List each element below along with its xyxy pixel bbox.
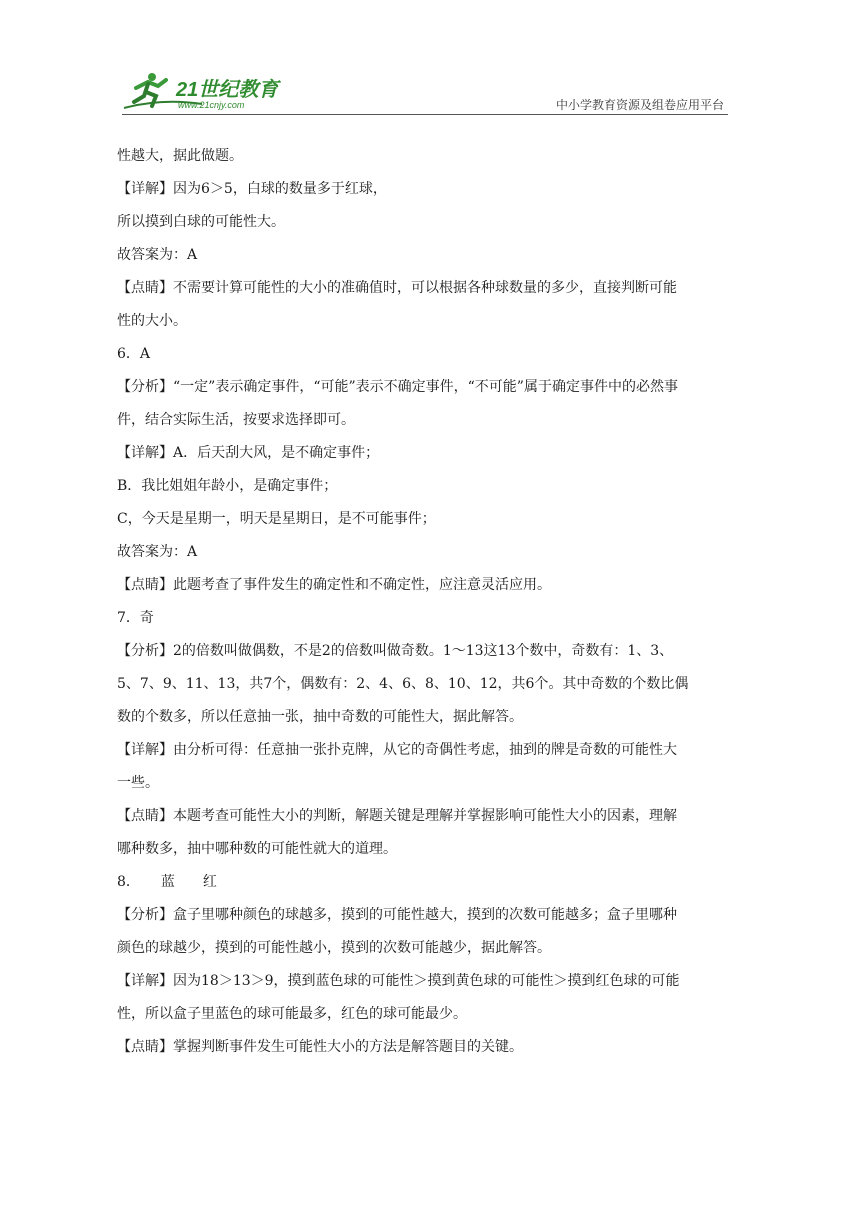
logo-graphic (122, 68, 297, 112)
text-line: 一些。 (117, 775, 159, 791)
svg-text:www.21cnjy.com: www.21cnjy.com (178, 100, 245, 110)
platform-title: 中小学教育资源及组卷应用平台 (555, 98, 724, 112)
text-line: 颜色的球越少，摸到的可能性越小，摸到的次数可能越少，据此解答。 (117, 940, 551, 956)
text-line: 【详解】A．后天刮大风，是不确定事件； (117, 445, 380, 461)
header-divider (122, 114, 728, 115)
text-line: 性的大小。 (117, 313, 187, 329)
question-number: 6．A (117, 346, 151, 362)
text-line: C，今天是星期一，明天是星期日，是不可能事件； (117, 511, 436, 527)
text-line: 所以摸到白球的可能性大。 (117, 214, 285, 230)
text-line: 【分析】“一定”表示确定事件，“可能”表示不确定事件，“不可能”属于确定事件中的必然事 (117, 379, 678, 395)
text-line: 【点睛】此题考查了事件发生的确定性和不确定性，应注意灵活应用。 (117, 577, 551, 593)
answer-content (117, 140, 737, 1064)
question-number: 7．奇 (117, 610, 154, 626)
page-header (122, 62, 728, 116)
text-line: 数的个数多，所以任意抽一张，抽中奇数的可能性大，据此解答。 (117, 709, 523, 725)
text-line: 【详解】由分析可得：任意抽一张扑克牌，从它的奇偶性考虑，抽到的牌是奇数的可能性大 (117, 742, 677, 758)
text-line: 故答案为：A (117, 544, 198, 560)
text-line: 【详解】因为6＞5，白球的数量多于红球， (117, 181, 387, 197)
text-line: 【分析】2的倍数叫做偶数，不是2的倍数叫做奇数。1～13这13个数中，奇数有：1、3、 (117, 643, 674, 659)
text-line: 【详解】因为18＞13＞9，摸到蓝色球的可能性＞摸到黄色球的可能性＞摸到红色球的可能 (117, 973, 680, 989)
text-line: 【分析】盒子里哪种颜色的球越多，摸到的可能性越大，摸到的次数可能越多；盒子里哪种 (117, 907, 677, 923)
text-line: 性越大，据此做题。 (117, 148, 243, 164)
text-line: 哪种数多，抽中哪种数的可能性就大的道理。 (117, 841, 397, 857)
text-line: 【点睛】掌握判断事件发生可能性大小的方法是解答题目的关键。 (117, 1039, 523, 1055)
text-line: B．我比姐姐年龄小，是确定事件； (117, 478, 338, 494)
text-line: 5、7、9、11、13，共7个，偶数有：2、4、6、8、10、12，共6个。其中奇数的个数比偶 (117, 676, 689, 692)
text-line: 件，结合实际生活，按要求选择即可。 (117, 412, 355, 428)
text-line: 性，所以盒子里蓝色的球可能最多，红色的球可能最少。 (117, 1006, 467, 1022)
text-line: 【点睛】本题考查可能性大小的判断，解题关键是理解并掌握影响可能性大小的因素，理解 (117, 808, 677, 824)
question-number: 8． 蓝 红 (117, 874, 217, 890)
svg-text:21世纪教育: 21世纪教育 (176, 79, 279, 101)
text-line: 【点睛】不需要计算可能性的大小的准确值时，可以根据各种球数量的多少，直接判断可能 (117, 280, 677, 296)
logo (122, 68, 297, 112)
text-line: 故答案为：A (117, 247, 198, 263)
